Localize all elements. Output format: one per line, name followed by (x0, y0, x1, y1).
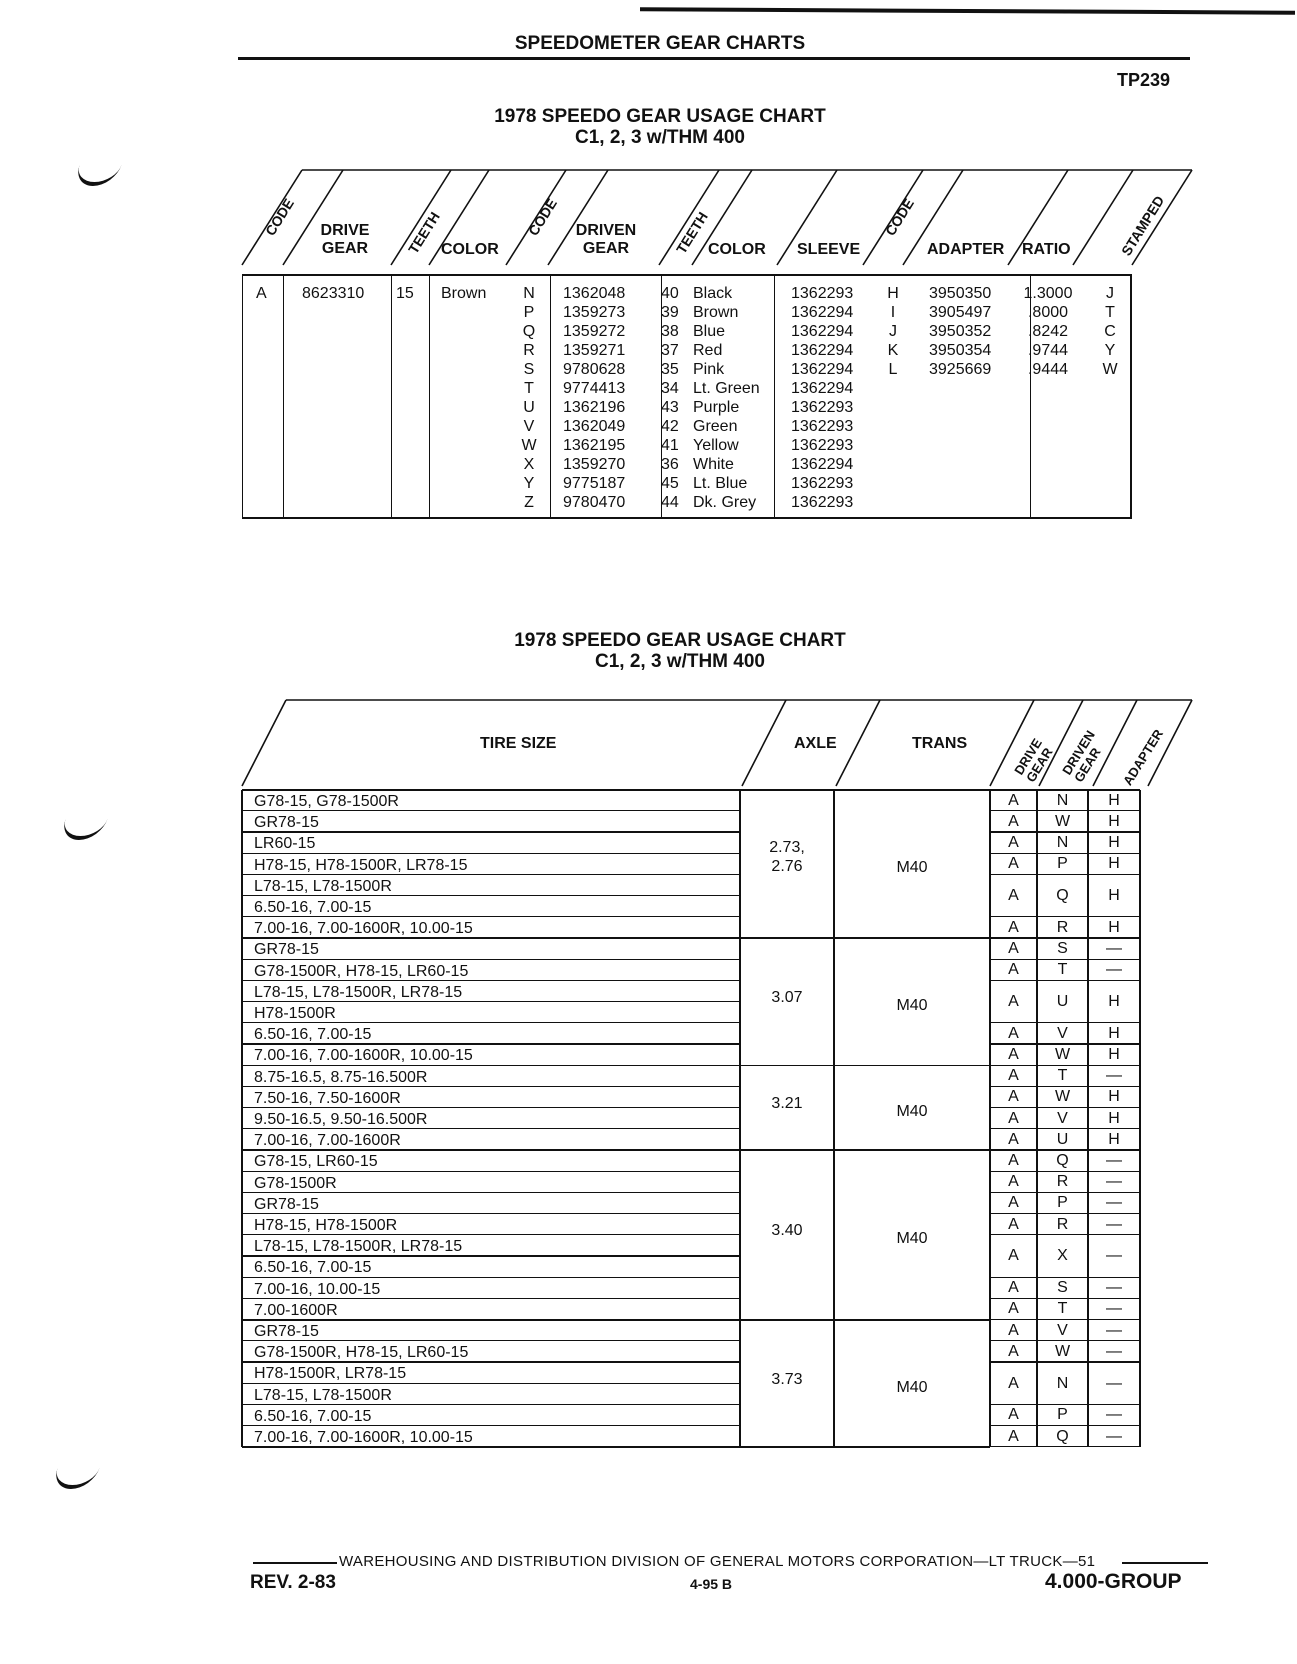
row-line (242, 1255, 740, 1256)
driven-gear-code: T (1057, 1300, 1068, 1318)
driven-teeth: 35 (661, 361, 679, 378)
adapter-code: — (1106, 1173, 1122, 1191)
driven-teeth: 37 (661, 342, 679, 359)
drive-gear-code: A (1008, 1427, 1019, 1445)
adapter-number: 3950354 (929, 342, 992, 359)
header-axle: AXLE (794, 735, 837, 752)
drive-gear-code: A (1008, 1173, 1019, 1191)
driven-teeth: 44 (661, 494, 679, 511)
drive-gear-code: A (1008, 1279, 1019, 1297)
adapter-stamped: C (1104, 323, 1116, 340)
drive-gear-code: A (1008, 855, 1019, 873)
drive-gear-code: A (1008, 940, 1019, 957)
adapter-number: 3950352 (929, 323, 992, 340)
header-drive-gear-line2: GEAR (321, 240, 369, 257)
driven-code: X (523, 456, 535, 473)
column-line (241, 790, 243, 1447)
row-line (242, 874, 740, 875)
header-tire-size: TIRE SIZE (480, 735, 557, 752)
driven-gear: 1359270 (563, 456, 626, 473)
driven-sleeve: 1362294 (791, 342, 854, 359)
drive-code: A (256, 285, 267, 302)
header-driven-gear-line1: DRIVEN (575, 222, 637, 239)
transmission: M40 (896, 1230, 928, 1248)
transmission: M40 (896, 1378, 928, 1396)
group-line (242, 1319, 990, 1321)
row-line (242, 895, 740, 896)
driven-code: R (523, 342, 535, 359)
tire-size: L78-15, L78-1500R (254, 877, 392, 895)
adapter-code: — (1106, 1406, 1122, 1424)
tire-size: H78-1500R (254, 1005, 336, 1022)
driven-code: U (523, 399, 535, 416)
col-divider (774, 276, 775, 517)
row-line (242, 810, 740, 811)
driven-gear-code: R (1056, 918, 1069, 936)
col-divider (429, 276, 430, 517)
driven-color: Red (693, 342, 723, 359)
driven-color: Green (693, 418, 738, 435)
tire-size: GR78-15 (254, 941, 319, 959)
adapter-code: — (1106, 1215, 1122, 1233)
driven-teeth: 45 (661, 475, 679, 492)
header-code-2: CODE (525, 195, 561, 239)
chart2-subtitle: C1, 2, 3 w/THM 400 (594, 651, 765, 672)
adapter-code: — (1106, 1067, 1122, 1085)
driven-sleeve: 1362293 (791, 437, 854, 454)
col-divider (391, 276, 392, 517)
title-rule (238, 57, 1190, 60)
driven-color: Dk. Grey (693, 494, 757, 511)
drive-gear-code: A (1008, 791, 1019, 809)
tire-size: G78-15, G78-1500R (254, 793, 399, 810)
driven-color: Yellow (693, 437, 739, 454)
drive-gear-code: A (1008, 1406, 1019, 1424)
chart1-subtitle: C1, 2, 3 w/THM 400 (574, 127, 745, 148)
driven-gear-code: N (1056, 834, 1069, 851)
adapter-code: H (1108, 993, 1120, 1010)
drive-gear-code: A (1008, 1215, 1019, 1233)
driven-gear-code: P (1057, 855, 1068, 873)
adapter-code: — (1106, 1427, 1122, 1445)
row-line (242, 1022, 740, 1023)
code-row-line (990, 1446, 1140, 1447)
tire-size: H78-15, H78-1500R, LR78-15 (254, 856, 468, 874)
drive-gear-code: A (1008, 1130, 1019, 1148)
tire-size: G78-1500R (254, 1174, 337, 1192)
driven-teeth: 42 (661, 418, 679, 435)
adapter-code: — (1106, 1279, 1122, 1297)
header-color-1: COLOR (441, 241, 499, 258)
driven-code: S (523, 361, 535, 378)
driven-teeth: 41 (661, 437, 679, 454)
tire-size: L78-15, L78-1500R, LR78-15 (254, 983, 463, 1001)
tire-size: 7.00-16, 7.00-1600R, 10.00-15 (254, 920, 473, 938)
driven-color: Lt. Blue (693, 475, 748, 492)
drive-gear-code: A (1008, 887, 1019, 904)
adapter-code: — (1106, 1247, 1122, 1265)
footer-rule-left (253, 1562, 337, 1564)
tire-size: 8.75-16.5, 8.75-16.500R (254, 1068, 428, 1086)
driven-sleeve: 1362294 (791, 323, 854, 340)
adapter-number: 3950350 (929, 285, 992, 302)
adapter-code: H (1108, 887, 1120, 904)
adapter-code: H (1108, 1024, 1120, 1042)
row-line (242, 1425, 740, 1426)
column-line (1087, 790, 1089, 1447)
driven-code: Z (524, 494, 534, 511)
driven-gear-code: T (1057, 1067, 1068, 1085)
driven-gear-code: U (1056, 993, 1069, 1010)
driven-color: Purple (693, 399, 740, 416)
top-rule (640, 7, 1295, 14)
adapter-code: H (1108, 1130, 1120, 1148)
driven-teeth: 36 (661, 456, 679, 473)
drive-gear-code: A (1008, 834, 1019, 851)
axle-ratio: 3.40 (771, 1222, 803, 1240)
tire-size: 7.00-1600R (254, 1301, 338, 1319)
header-code-3: CODE (882, 195, 918, 239)
driven-gear: 1362048 (563, 285, 626, 302)
header-sleeve: SLEEVE (797, 241, 861, 258)
driven-gear-code: W (1054, 1342, 1071, 1360)
row-line (242, 916, 740, 917)
header-color-2: COLOR (708, 241, 766, 258)
tire-size: 7.00-16, 7.00-1600R, 10.00-15 (254, 1429, 473, 1446)
header-adapter: ADAPTER (927, 241, 1005, 258)
adapter-code: — (1106, 961, 1122, 979)
driven-gear-code: P (1057, 1194, 1068, 1212)
tire-size: L78-15, L78-1500R (254, 1386, 392, 1404)
tire-size: 6.50-16, 7.00-15 (254, 1407, 372, 1425)
adapter-stamped: Y (1104, 342, 1116, 359)
adapter-code: H (1108, 812, 1120, 830)
driven-sleeve: 1362294 (791, 304, 854, 321)
tire-size: L78-15, L78-1500R, LR78-15 (254, 1238, 463, 1256)
row-line (242, 853, 740, 854)
adapter-ratio: .9444 (1027, 361, 1069, 378)
transmission: M40 (896, 997, 928, 1014)
row-line (242, 980, 740, 981)
tire-size: G78-1500R, H78-15, LR60-15 (254, 962, 469, 980)
column-line (739, 790, 741, 1447)
tire-size: H78-15, H78-1500R (254, 1217, 398, 1234)
drive-gear-code: A (1008, 1109, 1019, 1127)
column-line (1036, 790, 1038, 1447)
driven-color: Blue (693, 323, 726, 340)
driven-color: Black (693, 285, 733, 302)
page-title: SPEEDOMETER GEAR CHARTS (514, 33, 806, 54)
driven-code: P (523, 304, 535, 321)
header-stamped: STAMPED (1118, 192, 1168, 259)
drive-teeth: 15 (396, 285, 414, 302)
group-line (242, 1065, 990, 1067)
row-line (242, 1361, 740, 1362)
group-line (242, 937, 990, 939)
binder-mark (72, 164, 122, 186)
row-line (242, 1404, 740, 1405)
adapter-code: H (1108, 1088, 1120, 1106)
drive-gear-code: A (1008, 1152, 1019, 1169)
adapter-code: J (889, 323, 897, 340)
driven-color: White (693, 456, 734, 473)
driven-code: N (523, 285, 535, 302)
driven-gear: 1362195 (563, 437, 626, 454)
driven-teeth: 40 (661, 285, 679, 302)
driven-sleeve: 1362293 (791, 399, 854, 416)
driven-gear-code: P (1057, 1406, 1068, 1424)
tire-size: GR78-15 (254, 814, 319, 832)
col-divider (550, 276, 551, 517)
chart1-title: 1978 SPEEDO GEAR USAGE CHART (494, 106, 826, 127)
tire-size: 7.00-16, 7.00-1600R (254, 1132, 401, 1150)
tire-size: 7.00-16, 7.00-1600R, 10.00-15 (254, 1047, 473, 1065)
code-row-line (990, 1361, 1140, 1362)
driven-gear-code: V (1057, 1024, 1068, 1042)
drive-gear-code: A (1008, 918, 1019, 936)
adapter-code: — (1106, 1374, 1122, 1392)
column-line (833, 790, 835, 1447)
group-line (242, 1446, 990, 1448)
adapter-code: — (1106, 1300, 1122, 1318)
driven-gear-code: U (1056, 1130, 1069, 1148)
adapter-ratio: 1.3000 (1023, 285, 1073, 302)
code-row-line (990, 1234, 1140, 1235)
driven-gear-code: W (1054, 812, 1071, 830)
row-line (242, 1340, 740, 1341)
driven-gear-code: Q (1056, 887, 1069, 904)
group-line (242, 1149, 990, 1151)
tire-size: GR78-15 (254, 1195, 319, 1213)
header-trans: TRANS (912, 735, 968, 752)
driven-color: Pink (693, 361, 725, 378)
axle-ratio: 3.07 (771, 989, 803, 1006)
tire-size: H78-1500R, LR78-15 (254, 1365, 407, 1383)
driven-sleeve: 1362293 (791, 494, 854, 511)
binder-mark (50, 1467, 100, 1489)
tire-size: 7.50-16, 7.50-1600R (254, 1089, 401, 1107)
driven-gear-code: W (1054, 1088, 1071, 1106)
document-code: TP239 (1117, 70, 1171, 90)
footer-page-number: 4-95 B (690, 1576, 733, 1592)
drive-gear-code: A (1008, 1067, 1019, 1085)
adapter-stamped: W (1102, 361, 1118, 378)
drive-gear-code: A (1008, 1088, 1019, 1106)
driven-gear: 9780628 (563, 361, 626, 378)
header-driven-gear (566, 222, 646, 258)
tire-size: 6.50-16, 7.00-15 (254, 899, 372, 916)
driven-sleeve: 1362293 (791, 475, 854, 492)
adapter-code: H (1108, 791, 1120, 809)
driven-gear: 9780470 (563, 494, 626, 511)
code-row-line (990, 980, 1140, 981)
driven-color: Brown (693, 304, 739, 321)
driven-gear-code: V (1057, 1321, 1068, 1339)
tire-size: 9.50-16.5, 9.50-16.500R (254, 1111, 428, 1128)
footer-line: WAREHOUSING AND DISTRIBUTION DIVISION OF GENERAL MOTORS CORPORATION—LT TRUCK—51 (339, 1553, 1096, 1570)
row-line (242, 1171, 740, 1172)
driven-gear-code: R (1056, 1215, 1069, 1233)
driven-gear-code: N (1056, 791, 1069, 809)
adapter-code: H (1108, 834, 1120, 851)
driven-teeth: 38 (661, 323, 679, 340)
adapter-code: H (1108, 1109, 1120, 1127)
adapter-ratio: .8242 (1027, 323, 1069, 340)
drive-gear-code: A (1008, 993, 1019, 1010)
driven-gear-code: X (1057, 1247, 1068, 1265)
driven-gear: 1359271 (563, 342, 626, 359)
adapter-code: — (1106, 1194, 1122, 1212)
header-teeth-2: TEETH (673, 209, 711, 257)
driven-gear: 9775187 (563, 475, 626, 492)
top-line (242, 789, 1140, 791)
driven-sleeve: 1362294 (791, 380, 854, 397)
drive-gear: 8623310 (302, 285, 365, 302)
adapter-code: I (890, 304, 896, 321)
header-drive-gear (305, 222, 385, 258)
header-driven-gear-line2: GEAR (582, 240, 630, 257)
adapter-ratio: .8000 (1027, 304, 1069, 321)
driven-sleeve: 1362294 (791, 456, 854, 473)
driven-sleeve: 1362293 (791, 418, 854, 435)
row-line (242, 1383, 740, 1384)
adapter-code: H (1108, 1046, 1120, 1063)
row-line (242, 1086, 740, 1087)
driven-teeth: 34 (661, 380, 679, 397)
adapter-number: 3925669 (929, 361, 992, 378)
column-line (1139, 790, 1141, 1447)
drive-gear-code: A (1008, 812, 1019, 830)
adapter-code: L (888, 361, 898, 378)
driven-code: T (524, 380, 534, 397)
adapter-ratio: .9744 (1027, 342, 1069, 359)
adapter-code: H (1108, 855, 1120, 873)
drive-gear-code: A (1008, 1374, 1019, 1392)
chart2-body (242, 790, 1140, 1450)
col-divider (1130, 276, 1131, 517)
adapter-number: 3905497 (929, 304, 992, 321)
driven-teeth: 39 (661, 304, 679, 321)
driven-gear: 1359272 (563, 323, 626, 340)
adapter-code: H (887, 285, 899, 302)
code-row-line (990, 874, 1140, 875)
header-adapter-2: ADAPTER (1120, 726, 1167, 788)
driven-gear-code: R (1056, 1173, 1069, 1191)
driven-teeth: 43 (661, 399, 679, 416)
driven-gear-code: Q (1056, 1427, 1069, 1445)
driven-code: Q (522, 323, 536, 340)
driven-gear-code: T (1057, 961, 1068, 979)
tire-size: G78-15, LR60-15 (254, 1153, 378, 1171)
axle-ratio: 3.73 (771, 1370, 803, 1388)
header-drive-gear-line1: DRIVE (320, 222, 370, 239)
row-line (242, 1277, 740, 1278)
adapter-code: K (887, 342, 899, 359)
row-line (242, 959, 740, 960)
row-line (242, 1192, 740, 1193)
adapter-stamped: J (1106, 285, 1114, 302)
driven-code: Y (523, 475, 535, 492)
row-line (242, 1107, 740, 1108)
driven-gear-code: S (1057, 1279, 1068, 1297)
driven-gear-code: V (1057, 1109, 1068, 1127)
binder-mark (58, 818, 108, 840)
row-line (242, 1234, 740, 1235)
tire-size: G78-1500R, H78-15, LR60-15 (254, 1344, 469, 1362)
adapter-code: — (1106, 1342, 1122, 1360)
column-line (989, 790, 991, 1447)
row-line (242, 1128, 740, 1129)
tire-size: 6.50-16, 7.00-15 (254, 1026, 372, 1044)
driven-gear: 1359273 (563, 304, 626, 321)
tire-size: LR60-15 (254, 835, 316, 853)
driven-color: Lt. Green (693, 380, 760, 397)
driven-code: V (523, 418, 535, 435)
tire-size: 7.00-16, 10.00-15 (254, 1280, 381, 1298)
drive-gear-code: A (1008, 1342, 1019, 1360)
row-line (242, 1298, 740, 1299)
driven-gear-code: N (1056, 1374, 1069, 1392)
row-line (242, 1001, 740, 1002)
adapter-code: — (1106, 1321, 1122, 1339)
drive-gear-code: A (1008, 1321, 1019, 1339)
adapter-code: H (1108, 918, 1120, 936)
driven-code: W (521, 437, 537, 454)
drive-gear-code: A (1008, 961, 1019, 979)
footer-rule-right (1122, 1562, 1208, 1564)
row-line (242, 831, 740, 832)
driven-gear: 1362049 (563, 418, 626, 435)
axle-ratio: 3.21 (771, 1095, 803, 1112)
driven-sleeve: 1362294 (791, 361, 854, 378)
tire-size: 6.50-16, 7.00-15 (254, 1259, 372, 1277)
transmission: M40 (896, 1103, 928, 1120)
header-code-1: CODE (262, 195, 298, 239)
chart1-body (242, 274, 1132, 519)
header-drive-gear-2: DRIVE GEAR (1011, 735, 1056, 785)
adapter-code: — (1106, 940, 1122, 957)
footer-group: 4.000-GROUP (1045, 1570, 1182, 1593)
driven-gear-code: W (1054, 1046, 1071, 1063)
drive-color: Brown (441, 285, 487, 302)
tire-size: GR78-15 (254, 1323, 319, 1340)
transmission: M40 (896, 859, 928, 877)
header-ratio: RATIO (1022, 241, 1071, 258)
row-line (242, 1043, 740, 1044)
row-line (242, 1213, 740, 1214)
drive-gear-code: A (1008, 1300, 1019, 1318)
driven-gear-code: Q (1056, 1152, 1069, 1169)
header-teeth-1: TEETH (405, 209, 443, 257)
drive-gear-code: A (1008, 1247, 1019, 1265)
axle-ratio: 2.73, 2.76 (769, 839, 805, 876)
adapter-code: — (1106, 1152, 1122, 1169)
driven-gear: 9774413 (563, 380, 626, 397)
driven-gear-code: S (1057, 940, 1068, 957)
drive-gear-code: A (1008, 1194, 1019, 1212)
drive-gear-code: A (1008, 1046, 1019, 1063)
driven-gear: 1362196 (563, 399, 626, 416)
header-driven-gear-2: DRIVEN GEAR (1059, 727, 1104, 785)
drive-gear-code: A (1008, 1024, 1019, 1042)
chart2-title: 1978 SPEEDO GEAR USAGE CHART (514, 630, 846, 651)
col-divider (283, 276, 284, 517)
adapter-stamped: T (1105, 304, 1115, 321)
footer-revision: REV. 2-83 (250, 1572, 336, 1593)
driven-sleeve: 1362293 (791, 285, 854, 302)
